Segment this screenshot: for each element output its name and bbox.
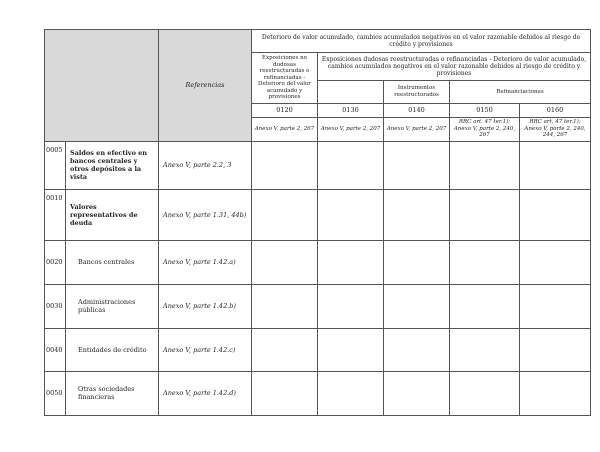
- row-ref: Anexo V, parte 2.2, 3: [159, 141, 252, 189]
- data-cell: [318, 141, 384, 189]
- data-cell: [520, 189, 591, 240]
- col-code: 0160: [520, 103, 591, 117]
- group-header: Deterioro de valor acumulado, cambios acumulados negativos en el valor razonable debidos al riesgo de crédito y provisiones: [252, 30, 591, 53]
- row-label: Otras sociedades financieras: [66, 371, 159, 415]
- row-code: 0040: [45, 328, 66, 371]
- row-label: Valores representativos de deuda: [66, 189, 159, 240]
- data-cell: [520, 284, 591, 328]
- row-code: 0050: [45, 371, 66, 415]
- data-cell: [384, 371, 450, 415]
- data-cell: [520, 240, 591, 284]
- row-ref: Anexo V, parte 1.31, 44b): [159, 189, 252, 240]
- data-cell: [318, 284, 384, 328]
- data-cell: [252, 284, 318, 328]
- col-code: 0130: [318, 103, 384, 117]
- data-cell: [450, 141, 520, 189]
- col-ref: RRC art. 47 ter.1); Anexo V, parte 2, 240, 267: [450, 117, 520, 141]
- nonperforming-header: Exposiciones dudosas reestructuradas o refinanciadas - Deterioro de valor acumulado, cambios acumulados negativos en el valor razonable debidos al riesgo de crédito y provisiones: [318, 53, 591, 81]
- data-cell: [252, 328, 318, 371]
- col-ref: Anexo V, parte 2, 207: [384, 117, 450, 141]
- data-cell: [384, 189, 450, 240]
- data-cell: [384, 328, 450, 371]
- references-header: Referencias: [159, 30, 252, 142]
- row-ref: Anexo V, parte 1.42.c): [159, 328, 252, 371]
- performing-header: Exposiciones no dudosas reestructuradas o refinanciadas - Deterioro del valor acumulado y provisiones: [252, 53, 318, 104]
- data-cell: [252, 141, 318, 189]
- row-label: Bancos centrales: [66, 240, 159, 284]
- row-code: 0005: [45, 141, 66, 189]
- col-code: 0120: [252, 103, 318, 117]
- regulatory-table: [44, 29, 591, 416]
- data-cell: [450, 189, 520, 240]
- row-ref: Anexo V, parte 1.42.d): [159, 371, 252, 415]
- table-row: [45, 328, 591, 371]
- row-label: Entidades de crédito: [66, 328, 159, 371]
- nonperforming-blank: [318, 81, 384, 103]
- row-ref: Anexo V, parte 1.42.a): [159, 240, 252, 284]
- data-cell: [450, 371, 520, 415]
- col-code: 0150: [450, 103, 520, 117]
- data-cell: [252, 240, 318, 284]
- data-cell: [318, 328, 384, 371]
- row-code: 0030: [45, 284, 66, 328]
- table-row: [45, 141, 591, 189]
- data-cell: [450, 240, 520, 284]
- data-cell: [520, 371, 591, 415]
- table-row: [45, 371, 591, 415]
- data-cell: [520, 328, 591, 371]
- row-code: 0020: [45, 240, 66, 284]
- table-row: [45, 240, 591, 284]
- data-cell: [384, 284, 450, 328]
- data-cell: [384, 240, 450, 284]
- data-cell: [318, 371, 384, 415]
- row-label: Administraciones públicas: [66, 284, 159, 328]
- data-cell: [252, 371, 318, 415]
- row-label: Saldos en efectivo en bancos centrales y otros depósitos a la vista: [66, 141, 159, 189]
- data-cell: [384, 141, 450, 189]
- data-cell: [450, 328, 520, 371]
- col-ref: Anexo V, parte 2, 267: [252, 117, 318, 141]
- col-code: 0140: [384, 103, 450, 117]
- table-row: [45, 284, 591, 328]
- restructured-header: Instrumentos reestructurados: [384, 81, 450, 103]
- table-row: [45, 189, 591, 240]
- corner-cell: [45, 30, 159, 142]
- data-cell: [318, 189, 384, 240]
- col-ref: RRC art. 47 ter.1); Anexo V, parte 2, 240, 244, 267: [520, 117, 591, 141]
- row-code: 0010: [45, 189, 66, 240]
- data-cell: [318, 240, 384, 284]
- col-ref: Anexo V, parte 2, 207: [318, 117, 384, 141]
- data-cell: [252, 189, 318, 240]
- refinancing-header: Refinanciaciones: [450, 81, 591, 103]
- data-cell: [520, 141, 591, 189]
- row-ref: Anexo V, parte 1.42.b): [159, 284, 252, 328]
- data-cell: [450, 284, 520, 328]
